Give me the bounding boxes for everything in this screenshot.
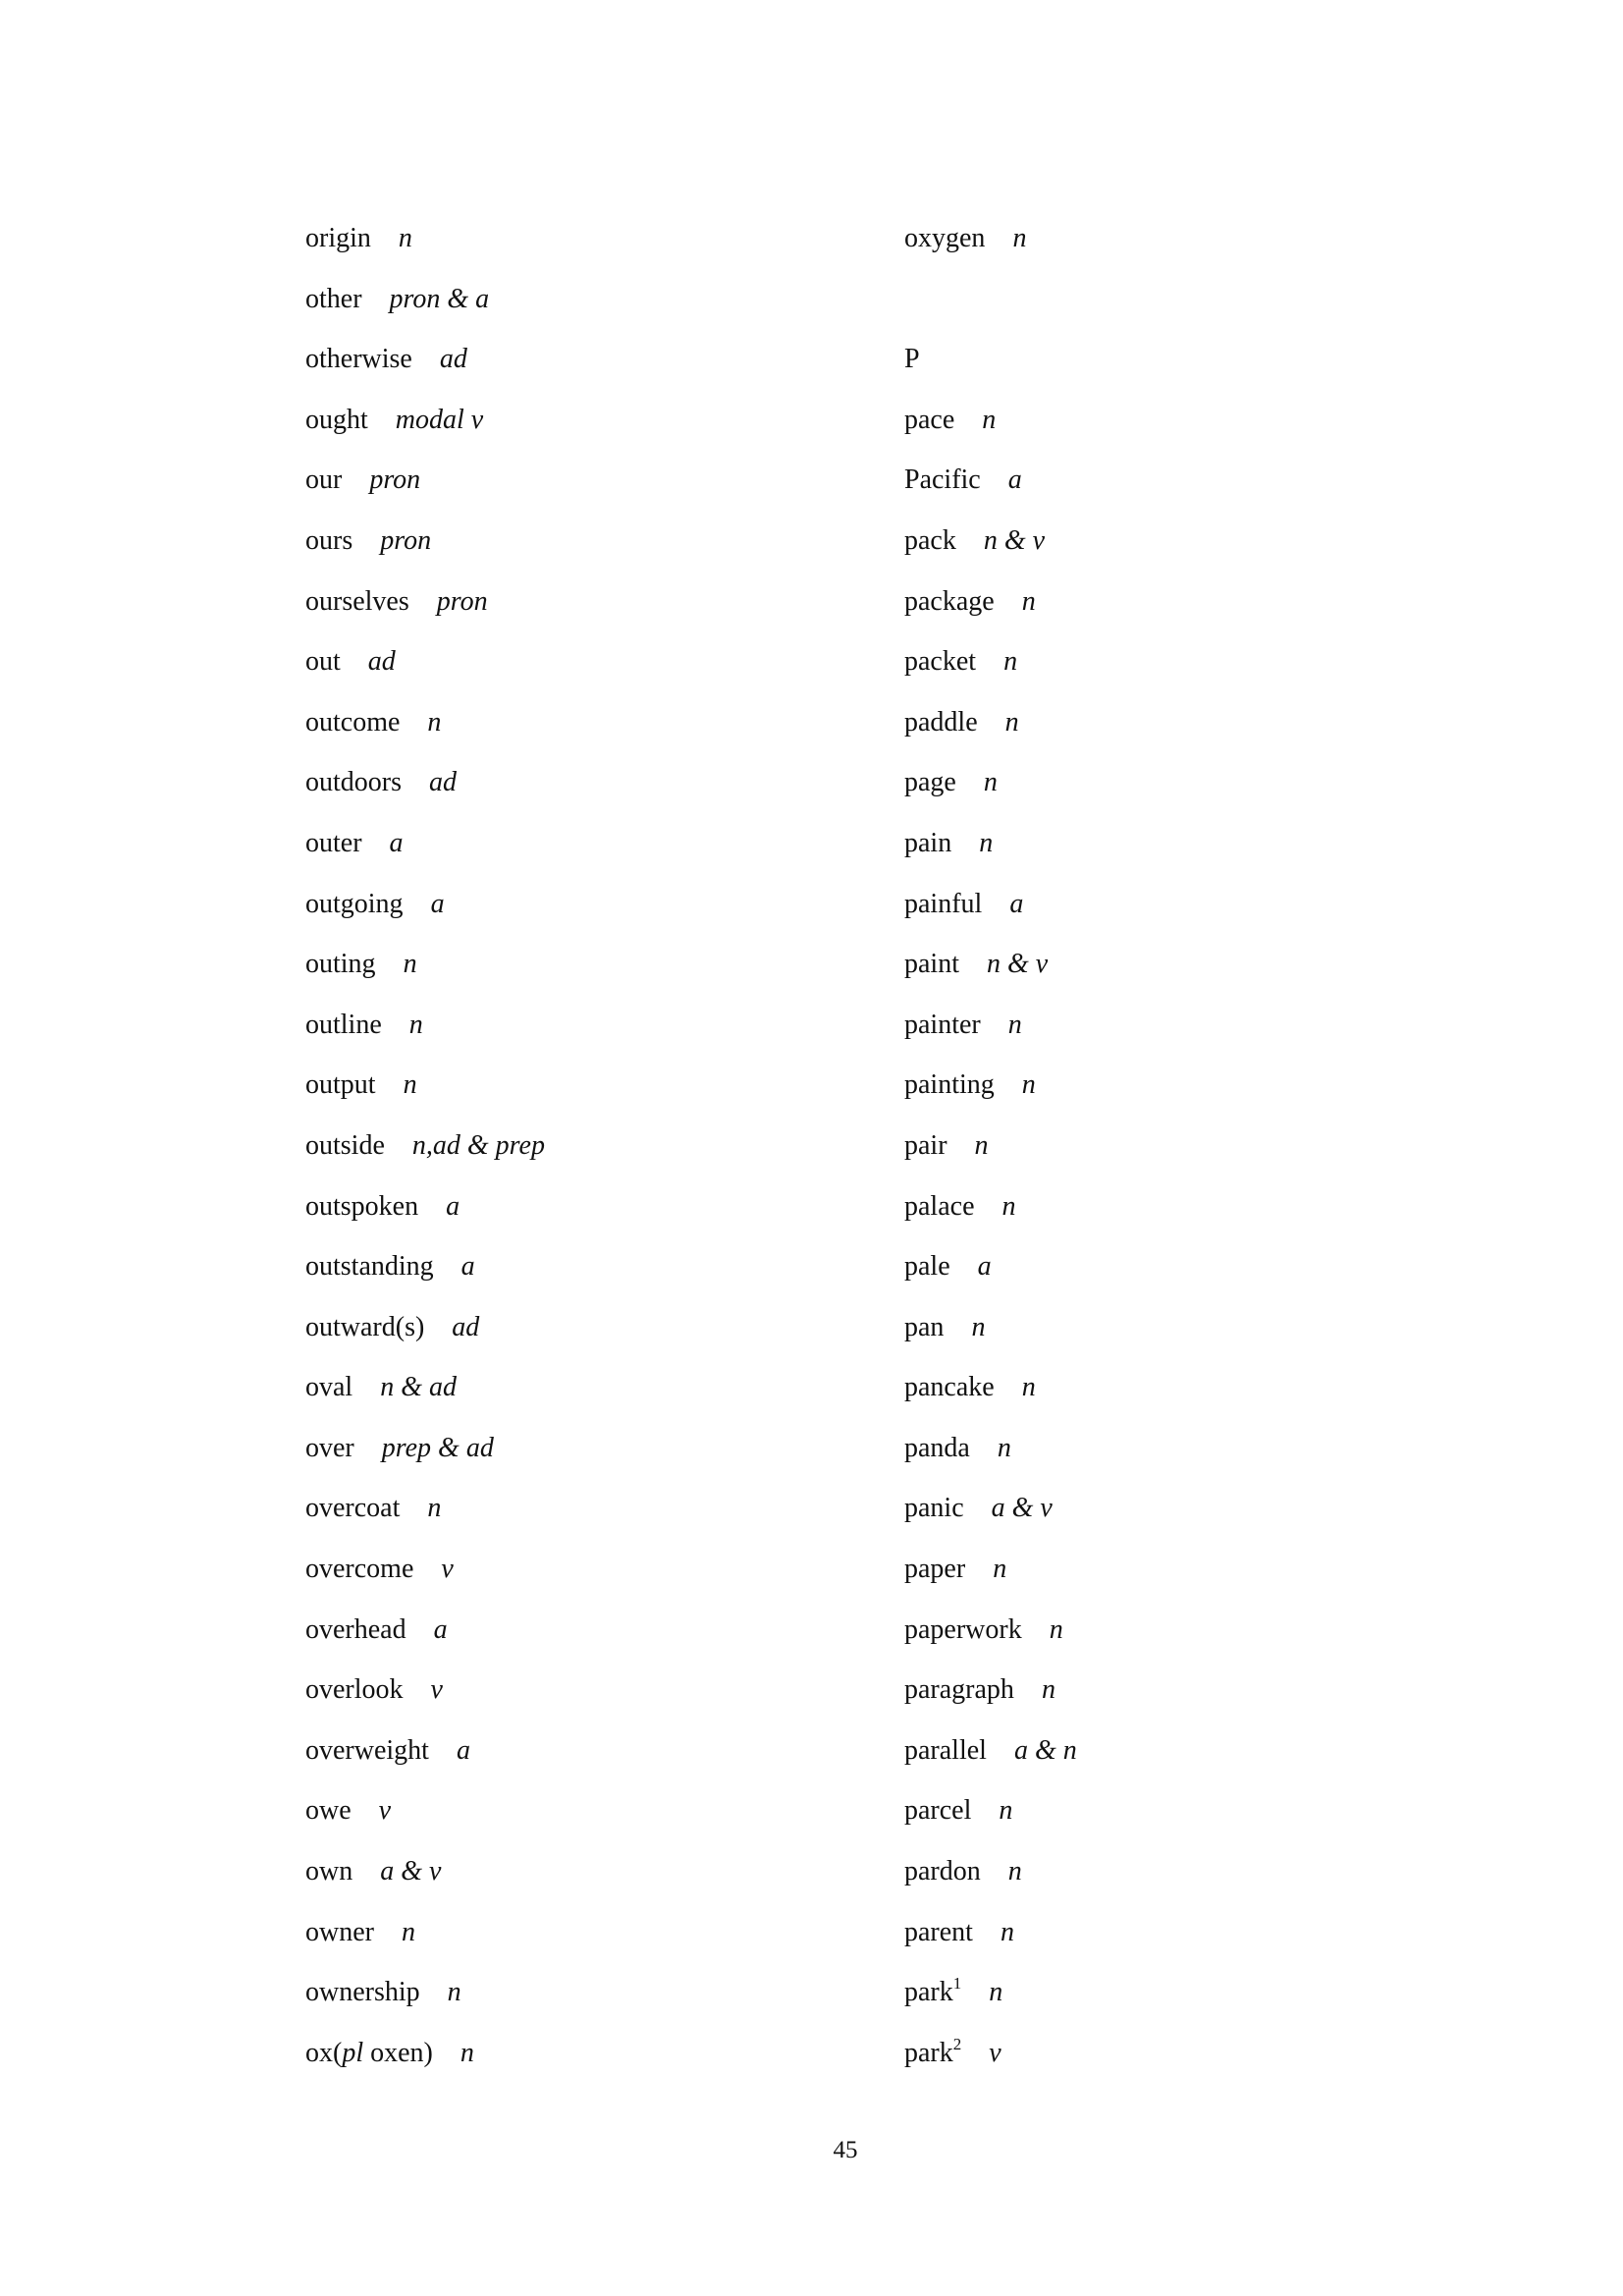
entry — [904, 1116, 1077, 1176]
entry-word-plural-label: pl — [342, 2037, 364, 2068]
entry-word: outer — [305, 827, 362, 858]
entry-word: outcome — [305, 706, 401, 738]
entry-pos: a — [430, 888, 445, 919]
entry-pos: pron & a — [389, 283, 490, 314]
entry-word: packet — [904, 646, 977, 678]
entry — [305, 329, 545, 390]
entry — [305, 934, 545, 995]
entry-word: our — [305, 465, 343, 496]
page-number: 45 — [833, 2137, 858, 2163]
entry — [305, 450, 545, 511]
entry-word: over — [305, 1432, 354, 1463]
entry — [305, 208, 545, 269]
entry-word: out — [305, 646, 341, 678]
entry-pos: n — [989, 1977, 1003, 2008]
entry-word: pace — [904, 404, 955, 435]
entry — [904, 1962, 1077, 2023]
entry — [305, 1780, 545, 1841]
entry-pos: pron — [380, 524, 432, 556]
entry — [904, 752, 1077, 813]
entry-pos: a — [456, 1734, 470, 1766]
entry-word: outing — [305, 949, 376, 980]
entry — [305, 1600, 545, 1661]
entry — [904, 2023, 1077, 2084]
entry — [904, 995, 1077, 1056]
entry-pos: n — [1021, 585, 1036, 617]
entry-word: parent — [904, 1916, 973, 1947]
entry — [904, 390, 1077, 451]
entry — [305, 995, 545, 1056]
right-column — [904, 208, 1077, 2083]
entry — [904, 1055, 1077, 1116]
entry-word: outside — [305, 1129, 385, 1161]
entry-pos: ad — [367, 646, 396, 678]
left-column — [305, 208, 545, 2083]
entry-pos: n — [1049, 1613, 1063, 1645]
entry — [305, 1721, 545, 1781]
entry-word: pardon — [904, 1856, 981, 1887]
entry-pos: n — [999, 1795, 1013, 1827]
entry-word: panic — [904, 1493, 964, 1524]
entry — [305, 1902, 545, 1963]
entry-pos: ad — [452, 1311, 480, 1342]
entry-pos: n — [447, 1977, 461, 2008]
entry — [904, 813, 1077, 874]
entry-pos: n — [408, 1009, 423, 1040]
entry — [904, 1660, 1077, 1721]
entry-pos: n,ad & prep — [411, 1129, 545, 1161]
entry-word: owe — [305, 1795, 352, 1827]
entry — [904, 511, 1077, 572]
entry-pos: n — [1021, 1372, 1036, 1403]
entry — [305, 874, 545, 935]
entry-word: owner — [305, 1916, 374, 1947]
entry-pos: ad — [439, 344, 467, 375]
entry — [305, 1055, 545, 1116]
entry — [904, 874, 1077, 935]
entry-pos: n & ad — [380, 1372, 457, 1403]
entry-pos: n — [1041, 1674, 1055, 1706]
entry — [305, 692, 545, 753]
entry-pos: a — [389, 827, 404, 858]
entry-word: painful — [904, 888, 983, 919]
entry-pos: n — [983, 767, 998, 798]
entry-word: ourselves — [305, 585, 409, 617]
entry-pos: n — [427, 706, 442, 738]
entry-word: painter — [904, 1009, 981, 1040]
entry-word: otherwise — [305, 344, 412, 375]
entry-pos: a — [460, 1251, 475, 1283]
entry-pos: n — [1007, 1856, 1022, 1887]
entry-word: pancake — [904, 1372, 995, 1403]
entry-pos: a & v — [991, 1493, 1053, 1524]
entry-word: overlook — [305, 1674, 404, 1706]
entry — [904, 1841, 1077, 1902]
entry-word: pair — [904, 1129, 947, 1161]
entry — [305, 1357, 545, 1418]
entry-pos: n — [993, 1554, 1007, 1585]
homonym-superscript: 2 — [952, 2034, 962, 2053]
entry — [904, 934, 1077, 995]
entry-pos: pron — [436, 585, 488, 617]
entry-word: outspoken — [305, 1190, 419, 1222]
entry-pos: a — [977, 1251, 992, 1283]
entry-word: paperwork — [904, 1613, 1022, 1645]
entry — [305, 1539, 545, 1600]
entry-word: outward(s) — [305, 1311, 425, 1342]
entry — [305, 511, 545, 572]
entry — [904, 572, 1077, 632]
entry-pos: prep & ad — [381, 1432, 494, 1463]
entry — [904, 1357, 1077, 1418]
entry-word: pack — [904, 524, 956, 556]
entry — [904, 1418, 1077, 1479]
entry — [904, 631, 1077, 692]
entry-word: overhead — [305, 1613, 406, 1645]
entry-word: pale — [904, 1251, 950, 1283]
entry-pos: a — [1007, 465, 1022, 496]
entry-pos: n — [403, 1069, 417, 1101]
entry-pos: n — [403, 949, 417, 980]
entry-pos: n — [1003, 646, 1018, 678]
entry-pos: v — [441, 1554, 454, 1585]
entry-pos: ad — [429, 767, 457, 798]
entry — [904, 1902, 1077, 1963]
entry — [305, 1297, 545, 1358]
entry — [904, 1600, 1077, 1661]
section-letter-heading: P — [904, 344, 920, 375]
entry-pos: a & n — [1013, 1734, 1077, 1766]
entry — [904, 1297, 1077, 1358]
entry-word: own — [305, 1856, 353, 1887]
entry-pos: a & v — [380, 1856, 442, 1887]
entry-word: paper — [904, 1554, 966, 1585]
entry — [904, 1176, 1077, 1237]
entry-pos: n — [1001, 1190, 1016, 1222]
entry — [904, 1478, 1077, 1539]
entry — [305, 1660, 545, 1721]
entry-pos: a — [1009, 888, 1024, 919]
entry — [305, 631, 545, 692]
entry-word: paragraph — [904, 1674, 1014, 1706]
entry-pos: modal v — [395, 404, 484, 435]
entry-word — [904, 2034, 962, 2068]
entry-pos: v — [430, 1674, 443, 1706]
entry-pos: n — [427, 1493, 442, 1524]
entry — [904, 1721, 1077, 1781]
entry-pos: n — [398, 223, 412, 253]
entry-word: page — [904, 767, 956, 798]
entry-word: overweight — [305, 1734, 429, 1766]
entry-word: outdoors — [305, 767, 402, 798]
entry-pos: n & v — [983, 524, 1046, 556]
entry — [904, 692, 1077, 753]
entry — [305, 269, 545, 330]
entry — [305, 1962, 545, 2023]
entry-word: oxygen — [904, 223, 986, 253]
entry-pos: n — [971, 1311, 986, 1342]
section-gap — [904, 269, 1077, 330]
entry — [904, 1539, 1077, 1600]
entry-pos: n — [1000, 1916, 1014, 1947]
entry-pos: n — [460, 2037, 474, 2068]
entry — [305, 572, 545, 632]
entry-pos: n — [1004, 706, 1019, 738]
entry-pos: a — [446, 1190, 460, 1222]
entry-word: output — [305, 1069, 376, 1101]
entry — [305, 1116, 545, 1176]
entry-word: outgoing — [305, 888, 404, 919]
entry — [305, 1236, 545, 1297]
entry-word — [305, 2038, 433, 2068]
entry-word: overcome — [305, 1554, 414, 1585]
entry-word: paddle — [904, 706, 978, 738]
entry-pos: v — [989, 2037, 1001, 2068]
entry-word: ownership — [305, 1977, 420, 2008]
entry-word-text: park — [904, 2037, 953, 2068]
entry-pos: n — [401, 1916, 415, 1947]
entry-word-text: park — [904, 1977, 953, 2008]
entry — [904, 1780, 1077, 1841]
entry — [305, 1418, 545, 1479]
entry-word: palace — [904, 1190, 975, 1222]
entry-word: other — [305, 283, 362, 314]
entry-word: ours — [305, 524, 353, 556]
entry — [904, 450, 1077, 511]
entry — [305, 390, 545, 451]
entry-pos: v — [378, 1795, 392, 1827]
entry — [904, 208, 1077, 269]
entry-pos: n — [997, 1432, 1011, 1463]
entry-pos: n — [974, 1129, 989, 1161]
entry-word-prefix: ox( — [305, 2037, 343, 2068]
entry-word — [904, 1974, 962, 2008]
entry-word: parcel — [904, 1795, 972, 1827]
entry-word-suffix: oxen) — [363, 2037, 433, 2068]
entry — [305, 1176, 545, 1237]
entry-word: package — [904, 585, 995, 617]
entry-word: pain — [904, 827, 952, 858]
entry-word: ought — [305, 404, 368, 435]
entry-pos: n — [1021, 1069, 1036, 1101]
entry-word: paint — [904, 949, 959, 980]
entry-word: outstanding — [305, 1251, 434, 1283]
entry-word: origin — [305, 223, 371, 253]
entry-pos: n — [982, 404, 997, 435]
entry — [305, 1478, 545, 1539]
entry-pos: pron — [369, 465, 421, 496]
entry-word: painting — [904, 1069, 995, 1101]
entry-word: overcoat — [305, 1493, 401, 1524]
entry — [305, 1841, 545, 1902]
entry — [904, 1236, 1077, 1297]
entry-pos: a — [433, 1613, 448, 1645]
entry-word: parallel — [904, 1734, 987, 1766]
entry-pos: n — [1007, 1009, 1022, 1040]
entry — [305, 813, 545, 874]
homonym-superscript: 1 — [952, 1974, 962, 1994]
entry-pos: n — [979, 827, 994, 858]
entry-pos: n & v — [987, 949, 1049, 980]
entry-word: oval — [305, 1372, 353, 1403]
entry-word: outline — [305, 1009, 382, 1040]
entry-pos: n — [1012, 223, 1027, 253]
entry — [305, 752, 545, 813]
entry-word: Pacific — [904, 465, 981, 496]
entry-word: panda — [904, 1432, 970, 1463]
entry — [305, 2023, 545, 2084]
entry-word: pan — [904, 1311, 945, 1342]
